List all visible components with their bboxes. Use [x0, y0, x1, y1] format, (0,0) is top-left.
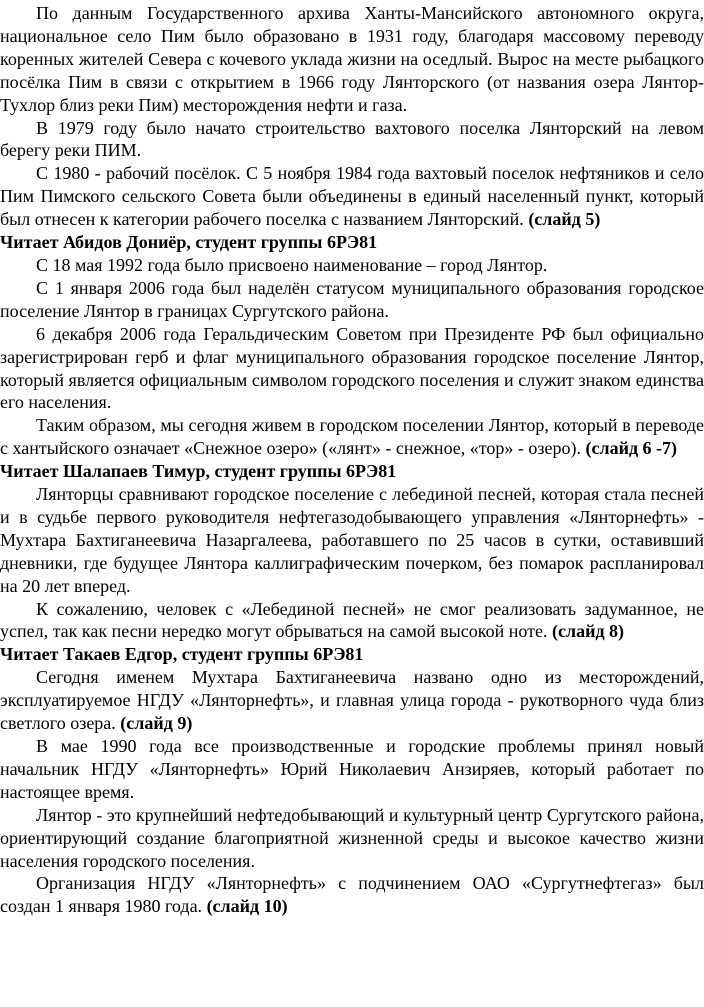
- paragraph: [0, 872, 704, 918]
- paragraph: [0, 735, 704, 804]
- reader-heading: Читает Абидов Дониёр, студент группы 6РЭ81: [0, 232, 378, 253]
- paragraph-text: С 1980 - рабочий посёлок. С 5 ноября 1984 года вахтовый поселок нефтяников и село Пим Пимского сельского Совета были объединены в единый населенный пункт, который был отнесен к категории рабочего поселка с названием Лянторский.: [0, 163, 704, 230]
- paragraph: [0, 666, 704, 735]
- paragraph-text: По данным Государственного архива Ханты-Мансийского автономного округа, национальное село Пим было образовано в 1931 году, благодаря массовому переводу коренных жителей Севера с кочевого уклада жизни на оседлый. Вырос на месте рыбацкого посёлка Пим в связи с открытием в 1966 году Лянторского (от названия озера Лянтор-Тухлор близ реки Пим) месторождения нефти и газа.: [0, 3, 704, 115]
- paragraph: [0, 2, 704, 117]
- slide-reference: (слайд 9): [120, 713, 193, 734]
- paragraph: [0, 598, 704, 644]
- paragraph-text: Таким образом, мы сегодня живем в городском поселении Лянтор, который в переводе с хантыйского означает «Снежное озеро» («лянт» - снежное, «тор» - озеро).: [0, 415, 704, 459]
- paragraph: [0, 483, 704, 598]
- paragraph-text: Лянторцы сравнивают городское поселение с лебединой песней, которая стала песней и в судьбе первого руководителя нефтегазодобывающего управления «Лянторнефть» - Мухтара Бахтиганеевича Назаргалеева, работавшего по 25 часов в сутки, оставивший дневники, где будущее Лянтора каллиграфическим почерком, без помарок распланировал на 20 лет вперед.: [0, 484, 704, 596]
- paragraph: [0, 117, 704, 163]
- paragraph-text: С 18 мая 1992 года было присвоено наименование – город Лянтор.: [36, 254, 548, 275]
- paragraph-text: 6 декабря 2006 года Геральдическим Советом при Президенте РФ был официально зарегистрирован герб и флаг муниципального образования городское поселение Лянтор, который является официальным символом городского поселения и служит знаком единства его населения.: [0, 323, 704, 413]
- reader-heading: Читает Шалапаев Тимур, студент группы 6РЭ81: [0, 461, 397, 482]
- paragraph-text: Лянтор - это крупнейший нефтедобывающий и культурный центр Сургутского района, ориентирующий создание благоприятной жизненной среды и высокое качество жизни населения городского поселения.: [0, 804, 704, 871]
- paragraph: [0, 323, 704, 415]
- slide-reference: (слайд 8): [551, 621, 625, 642]
- paragraph: [0, 162, 704, 231]
- reader-heading: Читает Такаев Едгор, студент группы 6РЭ81: [0, 644, 364, 665]
- paragraph-text: С 1 января 2006 года был наделён статусом муниципального образования городское поселение Лянтор в границах Сургутского района.: [0, 277, 704, 321]
- paragraph: [0, 254, 704, 277]
- paragraph: [0, 414, 704, 460]
- paragraph-text: Сегодня именем Мухтара Бахтиганеевича названо одно из месторождений, эксплуатируемое НГДУ «Лянторнефть», и главная улица города - рукотворного чуда близ светлого озера.: [0, 667, 704, 734]
- paragraph-text: К сожалению, человек с «Лебединой песней» не смог реализовать задуманное, не успел, так как песни нередко могут обрываться на самой высокой ноте.: [0, 598, 704, 642]
- paragraph-text: Организация НГДУ «Лянторнефть» с подчинением ОАО «Сургутнефтегаз» был создан 1 января 1980 года.: [0, 873, 704, 917]
- paragraph: [0, 804, 704, 873]
- paragraph-text: В мае 1990 года все производственные и городские проблемы принял новый начальник НГДУ «Лянторнефть» Юрий Николаевич Анзиряев, который работает по настоящее время.: [0, 736, 704, 802]
- slide-reference: (слайд 6 -7): [585, 438, 678, 459]
- paragraph: [0, 277, 704, 323]
- paragraph-text: В 1979 году было начато строительство вахтового поселка Лянторский на левом берегу реки ПИМ.: [0, 117, 704, 161]
- slide-reference: (слайд 10): [206, 896, 288, 917]
- slide-reference: (слайд 5): [528, 209, 601, 230]
